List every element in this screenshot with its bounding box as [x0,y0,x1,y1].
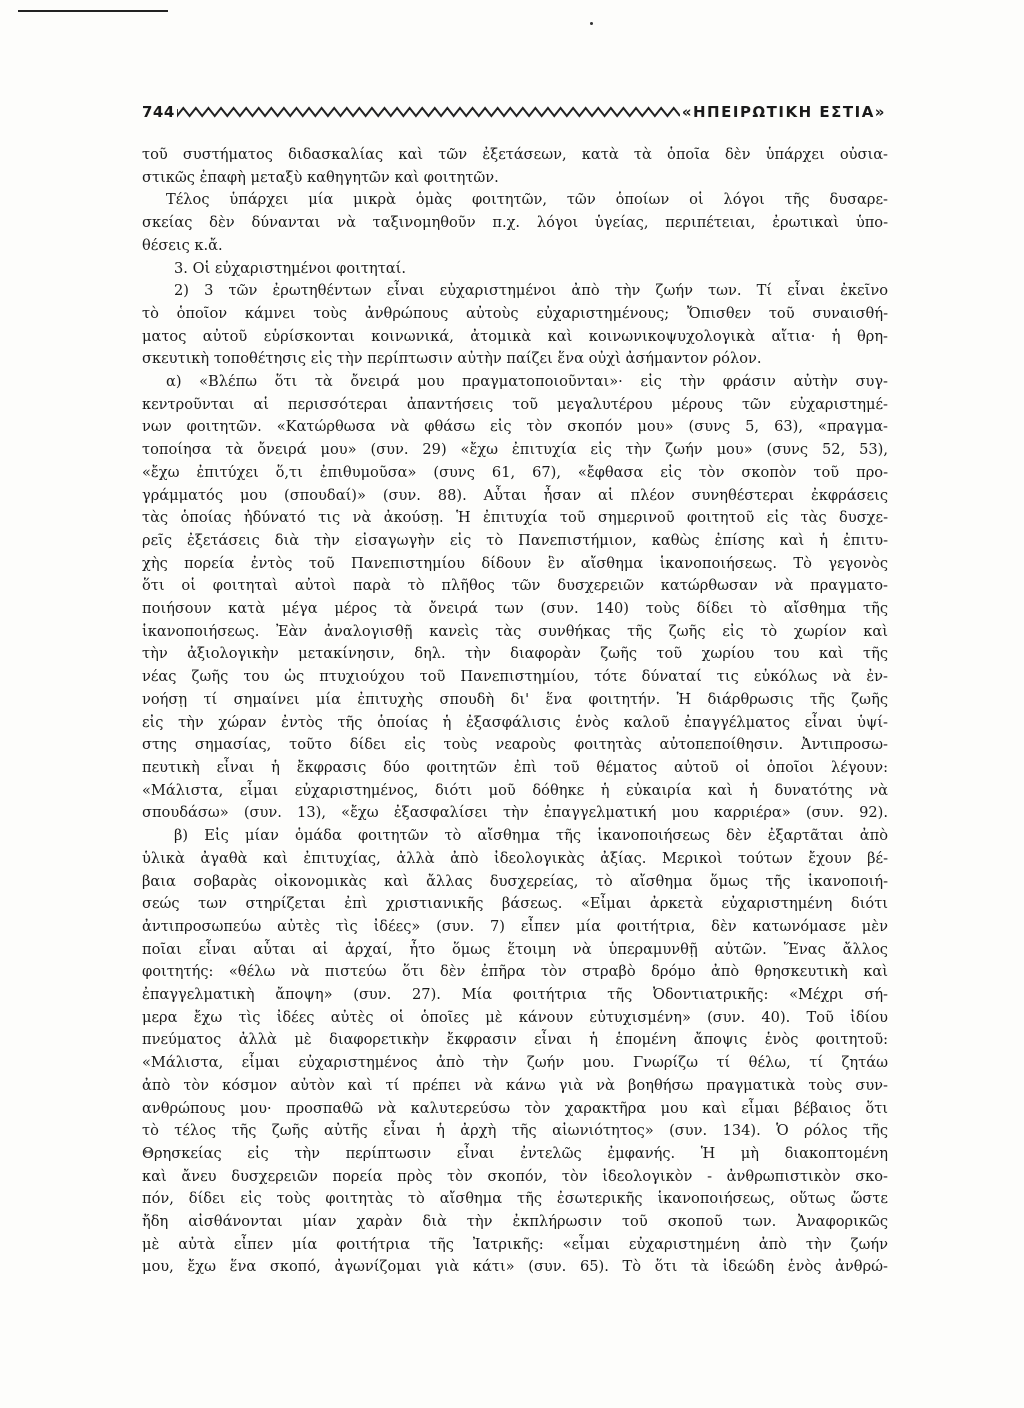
text-line: ρεῖς ἐξετάσεις διὰ τὴν εἰσαγωγὴν εἰς τὸ Πανεπιστήμιον, καθὼς ἐπίσης καὶ ἡ ἐπιτυ- [142,531,888,549]
text-line: τοποίησα τὰ ὄνειρά μου» (συν. 29) «ἔχω ἐπιτυχία εἰς τὴν ζωήν μου» (συνς 52, 53), [142,441,888,459]
text-line: νων φοιτητῶν. «Κατώρθωσα νὰ φθάσω εἰς τὸν σκοπόν μου» (συνς 5, 63), «πραγμα- [142,418,888,436]
text-line: ἐπαγγελματικὴ ἄποψη» (συν. 27). Μία φοιτήτρια τῆς Ὀδοντιατρικῆς: «Μέχρι σή- [142,986,888,1004]
text-line: βαια σοβαρὰς οἰκονομικὰς καὶ ἄλλας δυσχερείας, τὸ αἴσθημα ὅμως τῆς ἱκανοποιή- [142,872,888,890]
text-line: σκείας δὲν δύνανται νὰ ταξινομηθοῦν π.χ. λόγοι ὑγείας, περιπέτειαι, ἐρωτικαὶ ὑπο- [142,214,888,232]
text-line: «Μάλιστα, εἶμαι εὐχαριστημένος ἀπὸ τὴν ζωήν μου. Γνωρίζω τί θέλω, τί ζητάω [142,1054,888,1072]
text-line: κεντροῦνται αἱ περισσότεραι ἀπαντήσεις τοῦ μεγαλυτέρου μέρους τῶν εὐχαριστημέ- [142,395,888,413]
text-line: β) Εἰς μίαν ὁμάδα φοιτητῶν τὸ αἴσθημα τῆς ἱκανοποιήσεως δὲν ἐξαρτᾶται ἀπὸ [174,827,888,845]
text-line: τοῦ συστήματος διδασκαλίας καὶ τῶν ἐξετάσεων, κατὰ τὰ ὁποῖα δὲν ὑπάρχει οὐσια- [142,146,888,163]
text-line: μερα ἔχω τὶς ἰδέες αὐτὲς οἱ ὁποῖες μὲ κάνουν εὐτυχισμένη» (συν. 40). Τοῦ ἰδίου [142,1008,888,1026]
text-line: σκευτικὴ τοποθέτησις εἰς τὴν περίπτωσιν αὐτὴν παίζει ἕνα οὐχὶ ἀσήμαντον ρόλον. [142,350,762,368]
text-line: πνεύματος ἀλλὰ μὲ διαφορετικὴν ἔκφρασιν εἶναι ἡ ἑπομένη ἄποψις ἑνὸς φοιτητοῦ: [142,1031,888,1049]
text-line: ὅτι οἱ φοιτηταὶ αὐτοὶ παρὰ τὸ πλῆθος τῶν δυσχερειῶν κατώρθωσαν νὰ πραγματο- [142,577,888,595]
text-line: τὸ ὁποῖον κάμνει τοὺς ἀνθρώπους αὐτοὺς εὐχαριστημένους; Ὄπισθεν τοῦ συναισθή- [142,304,888,322]
text-line: ἤδη αἰσθάνονται μίαν χαρὰν διὰ τὴν ἐκπλήρωσιν τοῦ σκοποῦ των. Ἀναφορικῶς [142,1213,888,1231]
page-number: 744 [142,103,175,121]
text-line: α) «Βλέπω ὅτι τὰ ὄνειρά μου πραγματοποιοῦνται»· εἰς τὴν φράσιν αὐτὴν συγ- [166,373,888,391]
text-line: Τέλος ὑπάρχει μία μικρὰ ὁμὰς φοιτητῶν, τῶν ὁποίων οἱ λόγοι τῆς δυσαρε- [166,191,888,209]
text-line: 3. Οἱ εὐχαριστημένοι φοιτηταί. [174,259,406,277]
text-line: «Μάλιστα, εἶμαι εὐχαριστημένος, διότι μοῦ δόθηκε ἡ εὐκαιρία καὶ ἡ δυνατότης νὰ [142,781,888,799]
text-line: στης σημασίας, τοῦτο δίδει εἰς τοὺς νεαροὺς φοιτητὰς αὐτοπεποίθησιν. Ἀντιπροσω- [142,736,888,754]
text-line: στικῶς ἐπαφὴ μεταξὺ καθηγητῶν καὶ φοιτητῶν. [142,168,499,186]
text-line: ἀπὸ τὸν κόσμον αὐτὸν καὶ τί πρέπει νὰ κάνω γιὰ νὰ βοηθήσω πραγματικὰ τοὺς συν- [142,1076,888,1094]
text-line: νοήσῃ τί σημαίνει μία ἐπιτυχὴς σπουδὴ δι' ἕνα φοιτητήν. Ἡ διάρθρωσις τῆς ζωῆς [142,690,888,708]
text-line: φοιτητής: «θέλω νὰ πιστεύω ὅτι δὲν ἐπῆρα τὸν στραβὸ δρόμο ἀπὸ θρησκευτικὴ καὶ [142,963,888,981]
text-line: «ἔχω ἐπιτύχει ὅ,τι ἐπιθυμοῦσα» (συνς 61, 67), «ἔφθασα εἰς τὸν σκοπὸν τοῦ προ- [142,463,888,481]
journal-title: «ΗΠΕΙΡΩΤΙΚΗ ΕΣΤΙΑ» [681,103,886,121]
text-line: τὰς ὁποίας ἠδύνατό τις νὰ ἀκούσῃ. Ἡ ἐπιτυχία τοῦ σημερινοῦ φοιτητοῦ εἰς τὰς δυσχε- [142,509,888,527]
text-line: Θρησκείας εἰς τὴν περίπτωσιν εἶναι ἐντελῶς ἐμφανής. Ἡ μὴ διακοπτομένη [142,1144,888,1162]
text-line: πευτικὴ εἶναι ἡ ἔκφρασις δύο φοιτητῶν ἐπὶ τοῦ θέματος αὐτοῦ οἱ ὁποῖοι λέγουν: [142,758,888,776]
text-line: ἀντιπροσωπεύω αὐτὲς τὶς ἰδέες» (συν. 7) εἶπεν μία φοιτήτρια, δὲν κατωνόμασε μὲν [142,917,888,935]
text-line: νέας ζωῆς του ὡς πτυχιούχου τοῦ Πανεπιστημίου, τότε δύναταί τις εὐκόλως νὰ ἐν- [142,668,888,686]
text-line: θέσεις κ.ἄ. [142,236,223,254]
text-line: πόν, δίδει εἰς τοὺς φοιτητὰς τὸ αἴσθημα τῆς ἐσωτερικῆς ἱκανοποιήσεως, οὕτως ὥστε [142,1190,888,1208]
body-text [142,144,888,1279]
text-line: καὶ ἄνευ δυσχερειῶν πορεία πρὸς τὸν σκοπόν, τὸν ἰδεολογικὸν - ἀνθρωπιστικὸν σκο- [142,1167,888,1185]
running-header [142,100,886,124]
text-line: μου, ἔχω ἕνα σκοπό, ἀγωνίζομαι γιὰ κάτι» (συν. 65). Τὸ ὅτι τὰ ἰδεώδη ἑνὸς ἀνθρώ- [142,1258,888,1276]
text-line: μὲ αὐτὰ εἶπεν μία φοιτήτρια τῆς Ἰατρικῆς: «εἶμαι εὐχαριστημένη ἀπὸ τὴν ζωήν [142,1235,888,1253]
text-line: εἰς τὴν χώραν ἐντὸς τῆς ὁποίας ἡ ἐξασφάλισις ἑνὸς καλοῦ ἐπαγγέλματος εἶναι ὑψί- [142,713,888,731]
text-line: ποῖαι εἶναι αὗται αἱ ἀρχαί, ἦτο ὅμως ἕτοιμη νὰ ὑπεραμυνθῇ αὐτῶν. Ἕνας ἄλλος [142,940,888,958]
text-line: 2) 3 τῶν ἐρωτηθέντων εἶναι εὐχαριστημένοι ἀπὸ τὴν ζωήν των. Τί εἶναι ἐκεῖνο [174,282,888,300]
text-line: τὸ τέλος τῆς ζωῆς αὐτῆς εἶναι ἡ ἀρχὴ τῆς αἰωνιότητος» (συν. 134). Ὁ ρόλος τῆς [142,1122,888,1140]
text-line: ὑλικὰ ἀγαθὰ καὶ ἐπιτυχίας, ἀλλὰ ἀπὸ ἰδεολογικὰς ἀξίας. Μερικοὶ τούτων ἔχουν βέ- [142,849,888,867]
top-scan-rule [18,10,168,12]
text-line: ποιήσουν κατὰ μέγα μέρος τὰ ὄνειρά των (συν. 140) τοὺς δίδει τὸ αἴσθημα τῆς [142,600,888,618]
text-line: σπουδάσω» (συν. 13), «ἔχω ἐξασφαλίσει τὴν ἐπαγγελματική μου καρριέρα» (συν. 92). [142,804,888,822]
text-line: τὴν ἀξιολογικὴν μετακίνησιν, δηλ. τὴν διαφορὰν ζωῆς τοῦ χωρίου του καὶ τῆς [142,645,888,663]
scan-dot [590,22,593,25]
text-line: ἱκανοποιήσεως. Ἐὰν ἀναλογισθῇ κανεὶς τὰς συνθήκας τῆς ζωῆς εἰς τὸ χωρίον καὶ [142,622,888,640]
text-line: ανθρώπους μου· προσπαθῶ νὰ καλυτερεύσω τὸν χαρακτῆρα μου καὶ εἶμαι βέβαιος ὅτι [142,1099,888,1117]
text-line: ματος αὐτοῦ εὑρίσκονται κοινωνικά, ἀτομικὰ καὶ κοινωνικοψυχολογικὰ αἴτια· ἡ θρη- [142,327,888,345]
wave-ornament [177,105,680,119]
text-line: γράμματός μου (σπουδαί)» (συν. 88). Αὗται ἦσαν αἱ πλέον συνηθέστεραι ἐκφράσεις [142,486,888,504]
text-line: σεώς των στηρίζεται ἐπὶ χριστιανικῆς βάσεως. «Εἶμαι ἀρκετὰ εὐχαριστημένη διότι [142,895,888,913]
text-line: χὴς πορεία ἐντὸς τοῦ Πανεπιστημίου δίδουν ἓν αἴσθημα ἱκανοποιήσεως. Τὸ γεγονὸς [142,554,888,572]
